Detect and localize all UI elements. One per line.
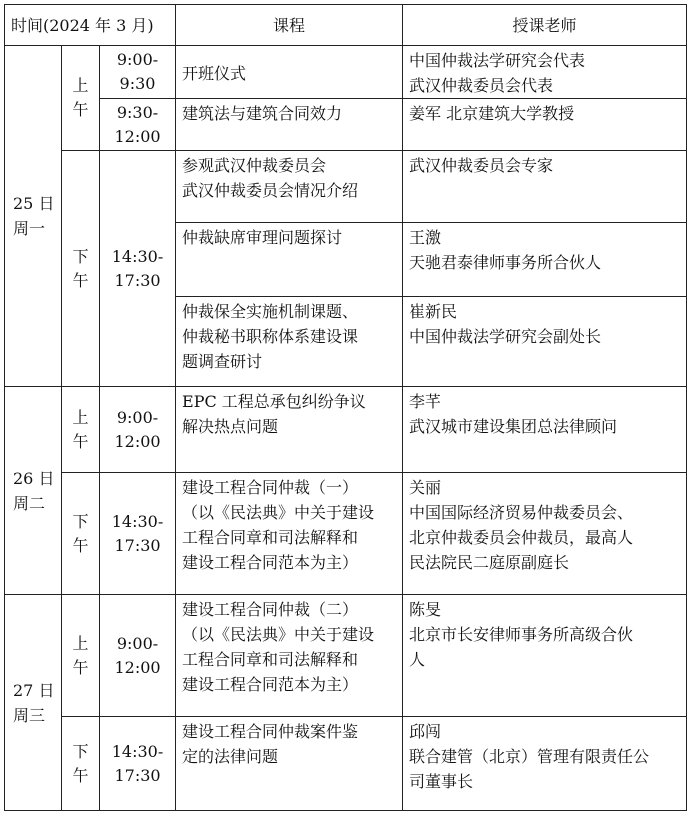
course-cell: 参观武汉仲裁委员会 武汉仲裁委员会情况介绍 — [176, 151, 403, 223]
course-cell: 仲裁保全实施机制课题、 仲裁秘书职称体系建设课 题调查研讨 — [176, 297, 403, 387]
table-row — [5, 151, 687, 223]
teacher-cell: 关丽 中国国际经济贸易仲裁委员会、 北京仲裁委员会仲裁员，最高人 民法院民二庭原副庭长 — [403, 473, 687, 595]
table-row — [5, 717, 687, 811]
teacher-cell: 李芊 武汉城市建设集团总法律顾问 — [403, 387, 687, 473]
time-slot-cell: 9:00- 12:00 — [100, 595, 176, 717]
header-course: 课程 — [176, 5, 403, 46]
course-cell: 建筑法与建筑合同效力 — [176, 99, 403, 151]
course-cell: 建设工程合同仲裁（二） （以《民法典》中关于建设 工程合同章和司法解释和 建设工程合同范本为主） — [176, 595, 403, 717]
half-day-label: 上午 — [72, 633, 89, 677]
half-day-cell — [62, 387, 100, 473]
course-cell: 仲裁缺席审理问题探讨 — [176, 223, 403, 297]
time-slot-cell: 14:30- 17:30 — [100, 151, 176, 387]
teacher-cell: 陈旻 北京市长安律师事务所高级合伙 人 — [403, 595, 687, 717]
half-day-label: 上午 — [72, 407, 89, 451]
half-day-cell — [62, 151, 100, 387]
half-day-label: 下午 — [72, 511, 89, 555]
course-cell: 建设工程合同仲裁案件鉴 定的法律问题 — [176, 717, 403, 811]
time-slot-cell: 9:00- 9:30 — [100, 46, 176, 99]
half-day-label: 下午 — [72, 246, 89, 290]
table-row — [5, 387, 687, 473]
table-row — [5, 46, 687, 99]
header-row — [5, 5, 687, 46]
half-day-cell — [62, 473, 100, 595]
teacher-cell: 武汉仲裁委员会专家 — [403, 151, 687, 223]
half-day-cell — [62, 46, 100, 151]
time-slot-cell: 9:00- 12:00 — [100, 387, 176, 473]
table-row — [5, 99, 687, 151]
half-day-label: 下午 — [72, 741, 89, 785]
course-cell: 建设工程合同仲裁（一） （以《民法典》中关于建设 工程合同章和司法解释和 建设工程合同范本为主） — [176, 473, 403, 595]
half-day-cell — [62, 595, 100, 717]
day-cell: 27 日 周三 — [5, 595, 62, 811]
table-row — [5, 595, 687, 717]
day-cell: 25 日 周一 — [5, 46, 62, 387]
table-row — [5, 473, 687, 595]
teacher-cell: 姜军 北京建筑大学教授 — [403, 99, 687, 151]
teacher-cell: 邱闯 联合建管（北京）管理有限责任公 司董事长 — [403, 717, 687, 811]
time-slot-cell: 14:30- 17:30 — [100, 717, 176, 811]
course-cell: EPC 工程总承包纠纷争议 解决热点问题 — [176, 387, 403, 473]
day-cell: 26 日 周二 — [5, 387, 62, 595]
half-day-label: 上午 — [72, 76, 89, 119]
teacher-cell: 王激 天驰君泰律师事务所合伙人 — [403, 223, 687, 297]
course-cell: 开班仪式 — [176, 46, 403, 99]
half-day-cell — [62, 717, 100, 811]
header-time: 时间(2024 年 3 月) — [5, 5, 176, 46]
teacher-cell: 崔新民 中国仲裁法学研究会副处长 — [403, 297, 687, 387]
header-teacher: 授课老师 — [403, 5, 687, 46]
schedule-table — [4, 4, 687, 811]
time-slot-cell: 14:30- 17:30 — [100, 473, 176, 595]
time-slot-cell: 9:30- 12:00 — [100, 99, 176, 151]
teacher-cell: 中国仲裁法学研究会代表 武汉仲裁委员会代表 — [403, 46, 687, 99]
